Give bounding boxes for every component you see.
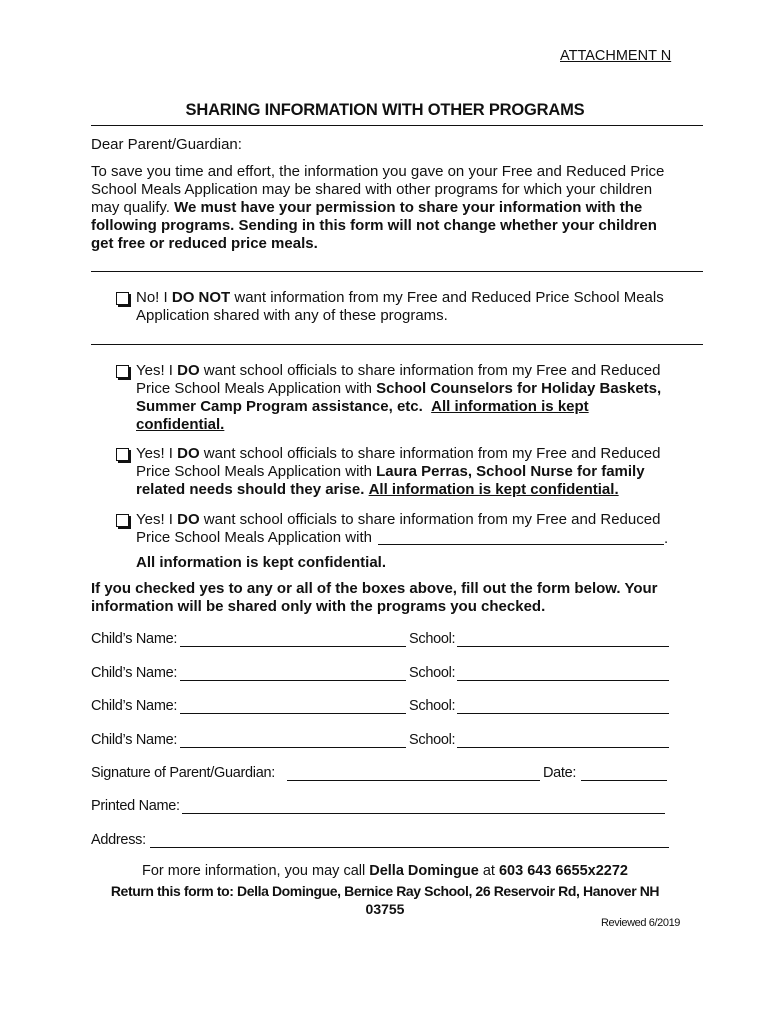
- option-yes2-confidential: All information is kept confidential.: [368, 481, 619, 498]
- option-no-emph: DO NOT: [171, 289, 231, 306]
- contact-name: Della Domingue: [369, 863, 479, 879]
- option-yes2-prefix: Yes! I: [136, 445, 178, 462]
- other-program-field[interactable]: [378, 544, 664, 545]
- other-program-period: .: [664, 530, 669, 547]
- return-address-line2: 03755: [365, 901, 405, 917]
- school-label-4: School:: [409, 732, 456, 748]
- contact-info: [0, 863, 770, 879]
- printed-name-field[interactable]: [182, 813, 665, 814]
- child-name-field-4[interactable]: [180, 747, 406, 748]
- contact-phone: 603 643 6655x2272: [498, 863, 628, 879]
- signature-label: Signature of Parent/Guardian:: [91, 765, 275, 781]
- intro-bold-text: We must have your permission to share your information with the following programs. Sending in this form will not change whether your children get free or reduced price meals.: [91, 199, 657, 252]
- option-yes2-text: want school officials to share information from my Free and Reduced Price School Meals Application with: [136, 445, 661, 480]
- option-yes1-program: School Counselors for Holiday Baskets, Summer Camp Program assistance, etc.: [136, 380, 662, 415]
- option-yes-counselors: [116, 362, 676, 434]
- checkbox-yes-other[interactable]: [116, 514, 129, 527]
- option-yes1-text: want school officials to share information from my Free and Reduced Price School Meals Application with: [136, 362, 661, 397]
- checkbox-no[interactable]: [116, 292, 129, 305]
- return-address-line1: Return this form to: Della Domingue, Bernice Ray School, 26 Reservoir Rd, Hanover NH: [110, 883, 660, 899]
- contact-mid: at: [478, 863, 499, 879]
- option-yes3-prefix: Yes! I: [136, 511, 178, 528]
- greeting: Dear Parent/Guardian:: [91, 136, 242, 153]
- school-label-3: School:: [409, 698, 456, 714]
- school-field-3[interactable]: [457, 713, 669, 714]
- child-name-field-1[interactable]: [180, 646, 406, 647]
- reviewed-date: Reviewed 6/2019: [601, 917, 681, 929]
- address-label: Address:: [91, 832, 146, 848]
- child-name-label-2: Child’s Name:: [91, 665, 178, 681]
- child-name-label-3: Child’s Name:: [91, 698, 178, 714]
- signature-field[interactable]: [287, 780, 540, 781]
- divider-2: [91, 344, 703, 345]
- option-no: [116, 289, 676, 325]
- option-no-text: want information from my Free and Reduced Price School Meals Application shared with any of these programs.: [136, 289, 664, 324]
- school-field-1[interactable]: [457, 646, 669, 647]
- intro-paragraph: [91, 163, 681, 253]
- child-name-label-1: Child’s Name:: [91, 631, 178, 647]
- instructions: If you checked yes to any or all of the boxes above, fill out the form below. Your information will be shared only with the programs you checked.: [91, 580, 658, 615]
- option-yes2-program: Laura Perras, School Nurse for family related needs should they arise.: [136, 463, 645, 498]
- address-field[interactable]: [150, 847, 669, 848]
- option-yes3-confidential: All information is kept confidential.: [136, 554, 387, 571]
- option-yes1-confidential: All information is kept confidential.: [136, 398, 589, 433]
- date-field[interactable]: [581, 780, 667, 781]
- option-yes3-emph: DO: [177, 511, 200, 528]
- child-name-field-3[interactable]: [180, 713, 406, 714]
- option-yes3-text: want school officials to share information from my Free and Reduced Price School Meals Application with: [136, 511, 661, 546]
- divider-1: [91, 271, 703, 272]
- option-yes1-emph: DO: [177, 362, 200, 379]
- school-field-2[interactable]: [457, 680, 669, 681]
- title-divider: [91, 125, 703, 126]
- option-yes2-emph: DO: [177, 445, 200, 462]
- school-label-1: School:: [409, 631, 456, 647]
- date-label: Date:: [543, 765, 577, 781]
- checkbox-yes-counselors[interactable]: [116, 365, 129, 378]
- intro-text: To save you time and effort, the information you gave on your Free and Reduced Price School Meals Application may be shared with other programs for which your children may qualify.: [91, 163, 665, 216]
- option-yes-nurse: [116, 445, 676, 499]
- option-yes1-prefix: Yes! I: [136, 362, 178, 379]
- printed-name-label: Printed Name:: [91, 798, 180, 814]
- child-name-field-2[interactable]: [180, 680, 406, 681]
- option-no-prefix: No! I: [136, 289, 172, 306]
- option-yes-other: [116, 511, 676, 547]
- child-name-label-4: Child’s Name:: [91, 732, 178, 748]
- contact-prefix: For more information, you may call: [141, 863, 370, 879]
- school-label-2: School:: [409, 665, 456, 681]
- school-field-4[interactable]: [457, 747, 669, 748]
- checkbox-yes-nurse[interactable]: [116, 448, 129, 461]
- page-title: SHARING INFORMATION WITH OTHER PROGRAMS: [185, 101, 585, 119]
- attachment-label: ATTACHMENT N: [560, 48, 672, 64]
